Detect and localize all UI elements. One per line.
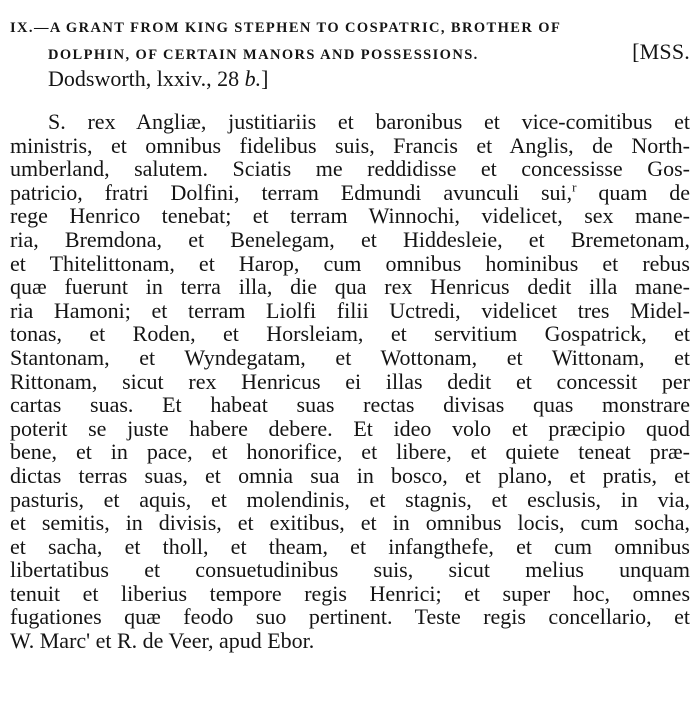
text-line: poterit se juste habere debere. Et ideo volo et præcipio quod xyxy=(10,415,690,441)
source-citation-end: Dodsworth, lxxiv., 28 b.] xyxy=(48,66,269,91)
text-line: rege Henrico tenebat; et terram Winnochi, videlicet, sex mane- xyxy=(10,203,690,229)
text-line: bene, et in pace, et honorifice, et libere, et quiete teneat præ- xyxy=(10,439,690,465)
text-line: S. rex Angliæ, justitiariis et baronibus et vice-comitibus et xyxy=(48,109,690,134)
text-line: umberland, salutem. Sciatis me reddidisse et concessisse Gos- xyxy=(10,156,690,182)
text-line: cartas suas. Et habeat suas rectas divisas quas monstrare xyxy=(10,392,690,418)
text-line: libertatibus et consuetudinibus suis, sicut melius unquam xyxy=(10,557,690,583)
text-line: ministris, et omnibus fidelibus suis, Francis et Anglis, de North- xyxy=(10,132,690,158)
text-line: pasturis, et aquis, et molendinis, et stagnis, et esclusis, in via, xyxy=(10,486,690,512)
heading-line-2 xyxy=(10,40,690,67)
text-line: Rittonam, sicut rex Henricus ei illas dedit et concessit per xyxy=(10,368,690,394)
text-line: et sacha, et tholl, et theam, et infangthefe, et cum omnibus xyxy=(10,533,690,559)
heading-line-1: IX.—A GRANT FROM KING STEPHEN TO COSPATRIC, BROTHER OF xyxy=(10,20,562,36)
text-line: fugationes quæ feodo suo pertinent. Teste regis concellario, et xyxy=(10,604,690,630)
footnote-mark: r xyxy=(572,179,577,195)
charter-text xyxy=(10,110,690,653)
text-line: et semitis, in divisis, et exitibus, et in omnibus locis, cum socha, xyxy=(10,510,690,536)
text-line: patricio, fratri Dolfini, terram Edmundi avunculi sui,$^r$ quam de xyxy=(10,179,690,205)
folio-side: b. xyxy=(244,66,262,91)
text-line: ria Hamoni; et terram Liolfi filii Uctredi, videlicet tres Midel- xyxy=(10,297,690,323)
text-line: quæ fuerunt in terra illa, die qua rex Henricus dedit illa mane- xyxy=(10,274,690,300)
source-citation-start: [MSS. xyxy=(632,39,690,64)
heading-line-2-caps: DOLPHIN, OF CERTAIN MANORS AND POSSESSIONS. xyxy=(48,47,479,63)
text-line: Stantonam, et Wyndegatam, et Wottonam, et Wittonam, et xyxy=(10,344,690,370)
text-line: tenuit et liberius tempore regis Henrici; et super hoc, omnes xyxy=(10,580,690,606)
text-line: dictas terras suas, et omnia sua in bosco, et plano, et pratis, et xyxy=(10,462,690,488)
text-line: et Thitelittonam, et Harop, cum omnibus hominibus et rebus xyxy=(10,250,690,276)
text-line: tonas, et Roden, et Horsleiam, et servitium Gospatrick, et xyxy=(10,321,690,347)
text-line: ria, Bremdona, et Benelegam, et Hiddesleie, et Bremetonam, xyxy=(10,226,690,252)
text-line: W. Marc' et R. de Veer, apud Ebor. xyxy=(10,628,315,654)
grant-heading xyxy=(10,16,690,91)
